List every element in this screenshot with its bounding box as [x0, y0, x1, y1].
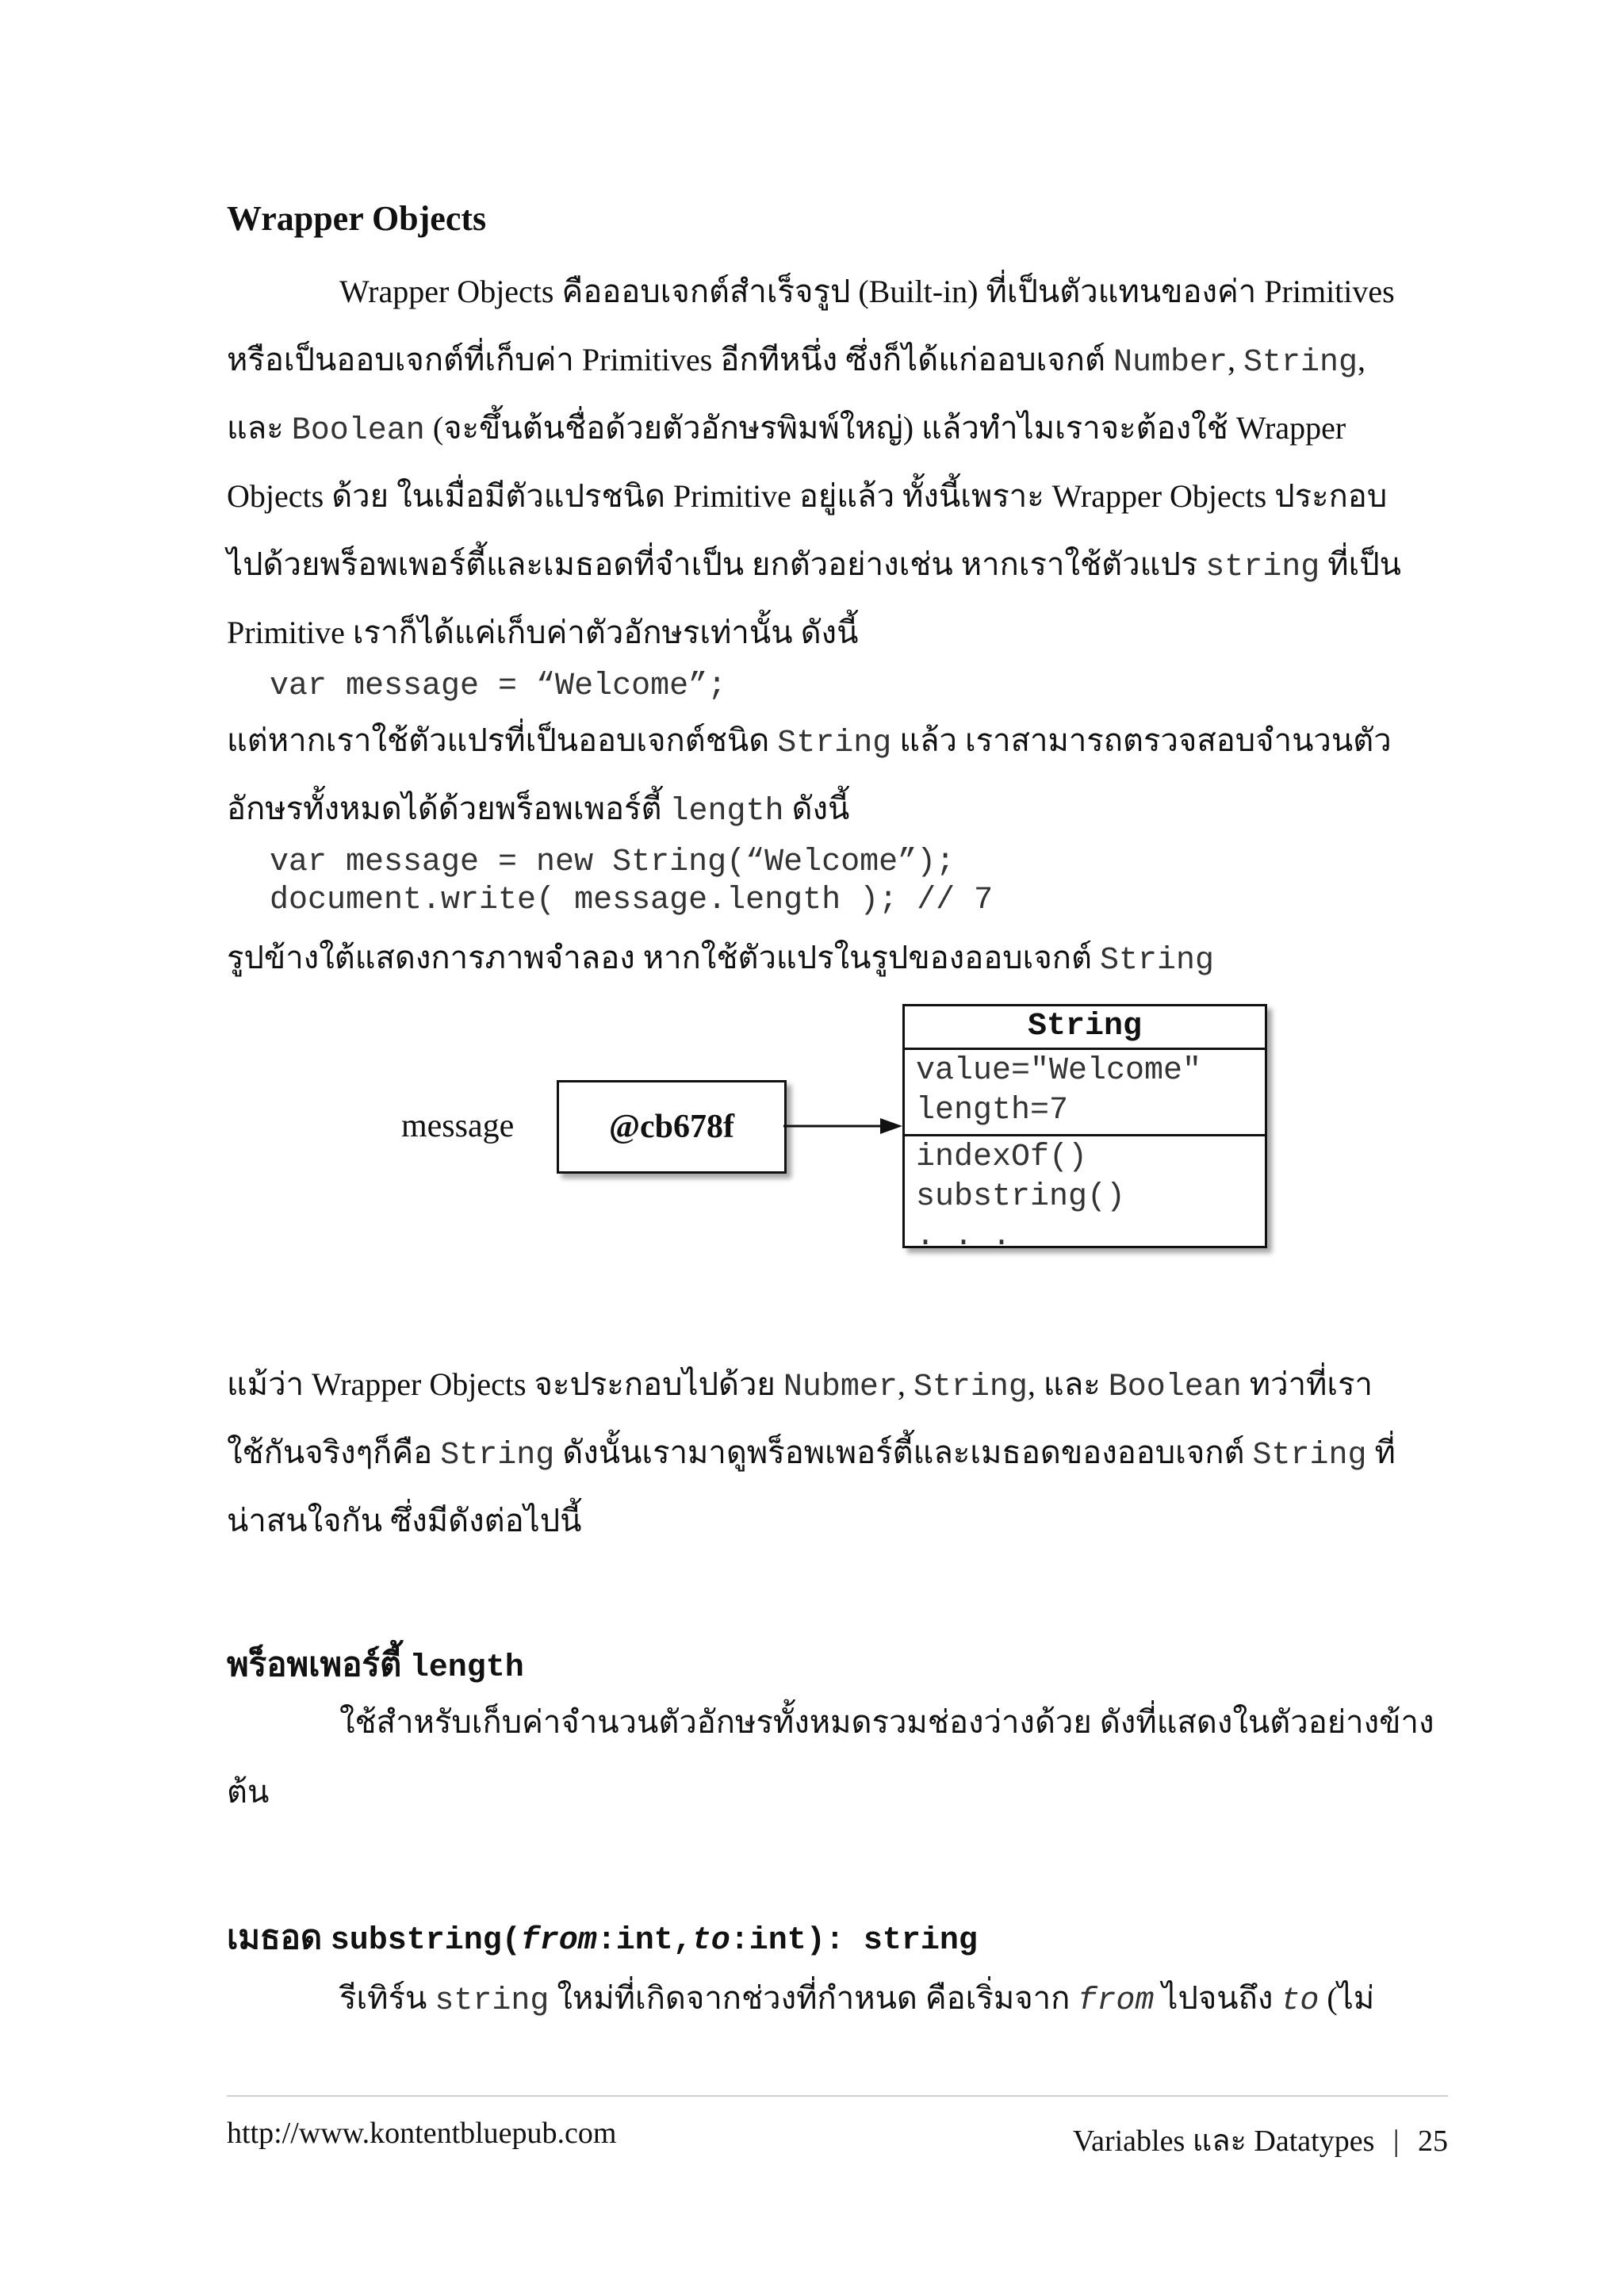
para2-line2-rest: ดังนี้	[783, 791, 850, 826]
footer-chapter	[1073, 2116, 1448, 2164]
string-keyword: string	[1205, 550, 1320, 585]
boolean-keyword: Boolean	[1108, 1370, 1242, 1405]
string-keyword: String	[440, 1438, 555, 1473]
footer-divider	[227, 2095, 1448, 2097]
para2-line1-rest: แล้ว เราสามารถตรวจสอบจำนวนตัว	[891, 722, 1392, 758]
class-name: String	[905, 1006, 1265, 1050]
para4-line1	[227, 1366, 1373, 1407]
string-keyword: String	[777, 726, 892, 761]
class-method: indexOf()	[916, 1140, 1088, 1175]
string-keyword: String	[1252, 1438, 1367, 1473]
para4-line3: น่าสนใจกัน ซึ่งมีดังต่อไปนี้	[227, 1503, 582, 1538]
para1-line3-text: และ	[227, 410, 292, 446]
property-heading	[227, 1638, 524, 1691]
method-heading-text: เมธอด	[227, 1920, 331, 1956]
para1-line5-text: ไปด้วยพร็อพเพอร์ตี้และเมธอดที่จำเป็น ยกตัวอย่างเช่น หากเราใช้ตัวแปร	[227, 546, 1206, 582]
param-to: to	[691, 1923, 730, 1959]
method-desc-end: (ไม่	[1319, 1980, 1375, 2016]
string-keyword: String	[913, 1370, 1028, 1405]
para3-text: รูปข้างใต้แสดงการภาพจำลอง หากใช้ตัวแปรในรูปของออบเจกต์	[227, 940, 1100, 975]
method-desc-text: รีเทิร์น	[339, 1980, 435, 2016]
para1-line5-rest: ที่เป็น	[1320, 546, 1402, 582]
class-methods	[905, 1136, 1265, 1257]
section-title: Wrapper Objects	[227, 199, 487, 238]
para1-line5	[227, 546, 1401, 587]
para4-and: , และ	[1027, 1366, 1109, 1402]
method-desc-mid: ใหม่ที่เกิดจากช่วงที่กำหนด คือเริ่มจาก	[549, 1980, 1078, 2016]
method-signature: :int,	[596, 1923, 692, 1959]
comma: ,	[1227, 342, 1243, 377]
method-signature: :int): string	[730, 1923, 978, 1959]
para1-line4: Objects ด้วย ในเมื่อมีตัวแปรชนิด Primitive อยู่แล้ว ทั้งนี้เพราะ Wrapper Objects ประกอบ	[227, 478, 1388, 514]
method-signature: substring(	[330, 1923, 521, 1959]
comma: ,	[1358, 342, 1365, 377]
para4-line2-end: ที่	[1366, 1435, 1396, 1470]
para4-rest: ทว่าที่เรา	[1241, 1366, 1373, 1402]
string-class-box	[902, 1004, 1267, 1255]
para1-line1: Wrapper Objects คือออบเจกต์สำเร็จรูป (Built-in) ที่เป็นตัวแทนของค่า Primitives	[339, 274, 1395, 309]
param-from: from	[1078, 1983, 1155, 2019]
para1-line2-text: หรือเป็นออบเจกต์ที่เก็บค่า Primitives อีกทีหนึ่ง ซึ่งก็ได้แก่ออบเจกต์	[227, 342, 1113, 377]
arrow-icon	[782, 1110, 909, 1142]
string-keyword: String	[1243, 345, 1358, 381]
class-attribute: length=7	[916, 1093, 1069, 1128]
method-desc-mid2: ไปจนถึง	[1154, 1980, 1281, 2016]
string-keyword: string	[435, 1983, 550, 2019]
para1-line6: Primitive เราก็ได้แค่เก็บค่าตัวอักษรเท่านั้น ดังนี้	[227, 615, 859, 650]
footer-chapter-title: Variables และ Datatypes	[1072, 2125, 1375, 2158]
para1-line2	[227, 341, 1365, 382]
length-keyword: length	[669, 794, 784, 829]
param-from: from	[520, 1923, 597, 1959]
param-to: to	[1281, 1983, 1320, 2019]
variable-label: message	[401, 1108, 515, 1144]
length-keyword: length	[409, 1650, 524, 1686]
property-desc-line1: ใช้สำหรับเก็บค่าจำนวนตัวอักษรทั้งหมดรวมช่องว่างด้วย ดังที่แสดงในตัวอย่างข้าง	[339, 1704, 1434, 1740]
string-keyword: String	[1099, 943, 1214, 979]
para1-line3-rest: (จะขึ้นต้นชื่อด้วยตัวอักษรพิมพ์ใหญ่) แล้วทำไมเราจะต้องใช้ Wrapper	[424, 410, 1346, 446]
para2-line1-text: แต่หากเราใช้ตัวแปรที่เป็นออบเจกต์ชนิด	[227, 722, 778, 758]
property-desc-line2: ต้น	[227, 1774, 270, 1810]
class-method: . . .	[916, 1219, 1012, 1255]
para3	[227, 939, 1214, 980]
boolean-keyword: Boolean	[291, 413, 425, 449]
para4-line2-text: ใช้กันจริงๆก็คือ	[227, 1435, 441, 1470]
para2-line1	[227, 722, 1392, 763]
code-example-1: var message = “Welcome”;	[270, 669, 727, 704]
footer-separator: |	[1392, 2125, 1400, 2158]
number-keyword: Nubmer	[783, 1370, 898, 1405]
class-attributes	[905, 1050, 1265, 1136]
para4-text: แม้ว่า Wrapper Objects จะประกอบไปด้วย	[227, 1366, 783, 1402]
code-example-2-line2: document.write( message.length ); // 7	[270, 883, 994, 918]
method-heading	[227, 1911, 978, 1964]
page-number: 25	[1418, 2125, 1448, 2158]
method-desc	[339, 1979, 1374, 2021]
para2-line2-text: อักษรทั้งหมดได้ด้วยพร็อพเพอร์ตี้	[227, 791, 670, 826]
para4-line2-mid: ดังนั้นเรามาดูพร็อพเพอร์ตี้และเมธอดของออบเจกต์	[554, 1435, 1253, 1470]
comma: ,	[897, 1366, 914, 1402]
para1-line3	[227, 409, 1346, 450]
reference-box	[557, 1080, 787, 1174]
class-method: substring()	[916, 1179, 1126, 1215]
code-example-2-line1: var message = new String(“Welcome”);	[270, 845, 956, 880]
para2-line2	[227, 790, 849, 831]
para4-line2	[227, 1434, 1396, 1475]
footer-url: http://www.kontentbluepub.com	[227, 2117, 617, 2150]
number-keyword: Number	[1113, 345, 1228, 381]
property-heading-text: พร็อพเพอร์ตี้	[227, 1647, 410, 1684]
reference-label: @cb678f	[608, 1109, 735, 1145]
class-attribute: value="Welcome"	[916, 1053, 1202, 1089]
